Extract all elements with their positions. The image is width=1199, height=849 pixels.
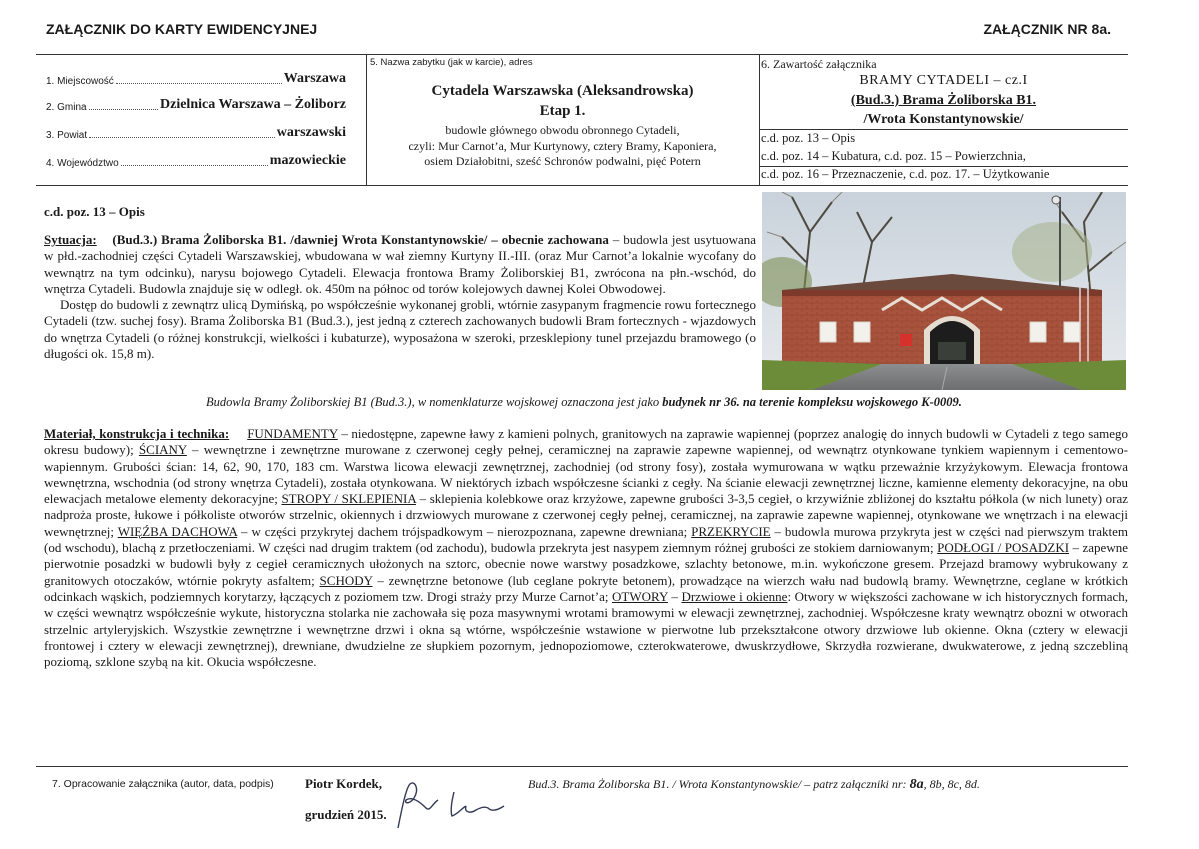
situation-heading: (Bud.3.) Brama Żoliborska B1. /dawniej Wrota Konstantynowskie/ – obecnie zachowana	[112, 232, 609, 247]
monument-name: Cytadela Warszawska (Aleksandrowska)	[431, 83, 694, 99]
monument-desc-1: budowle głównego obwodu obronnego Cytadeli,	[445, 123, 680, 137]
roof-truss-heading: WIĘŹBA DACHOWA	[117, 523, 238, 539]
monument-desc-2: czyli: Mur Carnot’a, Mur Kurtynowy, cztery Bramy, Kaponiera,	[408, 139, 717, 153]
location-row-commune: 2. Gmina Dzielnica Warszawa – Żoliborz	[46, 97, 346, 113]
openings-heading: OTWORY	[612, 588, 668, 604]
situation-text-1: – budowla jest usytuowana w płd.-zachodniej części Cytadeli Warszawskiej, wbudowana w wał ziemny Kurtyny II.-III. (oraz Mur Carnot’a lokalnie wycofany do wewnątrz na tym odcinku), narysu bojowego Cytadeli. Elewacja frontowa Bramy Żoliborskiej B1, zwrócona na płn.-wschód, do wnętrza Cytadeli. Budowla znajduje się w odległ. ok. 450m na północ od torów kolejowych dawnej Kolei Obwodowej.	[44, 232, 756, 296]
foundations-heading: FUNDAMENTY	[247, 426, 338, 441]
material-label: Materiał, konstrukcja i technika:	[44, 426, 230, 441]
monument-cell	[366, 55, 759, 185]
header-table	[36, 54, 1128, 186]
contents-title-2: (Bud.3.) Brama Żoliborska B1.	[850, 93, 1037, 108]
attachment-number: ZAŁĄCZNIK NR 8a.	[983, 21, 1111, 37]
contents-line-2: c.d. poz. 14 – Kubatura, c.d. poz. 15 – Powierzchnia,	[761, 149, 1026, 163]
footer-author: Piotr Kordek,	[305, 776, 383, 791]
situation-label: Sytuacja:	[44, 232, 97, 247]
situation-text-2: Dostęp do budowli z zewnątrz ulicą Dymińską, po współcześnie wykonanej grobli, wtórnie zasypanym fragmencie rowu fortecznego Cytadeli (tzw. suchej fosy). Brama Żoliborska B1 (Bud.3.), jest jedną z czterech zachowanych budowli Bram fortecznych - wjazdowych do wnętrza Cytadeli (o różnej konstrukcji, wielkości i kubaturze), wyposażona w szeroki, przesklepiony tunel przejazdu bramowego (o długości ok. 15,8 m).	[44, 297, 756, 362]
footer-label: 7. Opracowanie załącznika (autor, data, podpis)	[52, 778, 274, 790]
contents-title-3: /Wrota Konstantynowskie/	[863, 112, 1024, 127]
location-row-town: 1. Miejscowość Warszawa	[46, 71, 346, 87]
photo-caption: Budowla Bramy Żoliborskiej B1 (Bud.3.), w nomenklaturze wojskowej oznaczona jest jako budynek nr 36. na terenie kompleksu wojskowego K-0009.	[206, 395, 962, 409]
signature	[392, 778, 522, 832]
situation-paragraph	[44, 232, 756, 362]
material-paragraph: Materiał, konstrukcja i technika: FUNDAMENTY – niedostępne, zapewne ławy z kamieni polnych, granitowych na zaprawie wapiennej (poprzez analogię do innych budowli w Cytadeli z tego samego okresu budowy); ŚCIANY – wewnętrzne i zewnętrzne murowane z czerwonej cegły pełnej, ceramicznej na zaprawie zapewne wapiennej, od wewnątrz otynkowane tynkiem wapiennym i cementowo-wapiennym. Grubości ścian: 14, 62, 90, 170, 183 cm. Warstwa licowa elewacji zewnętrznej, zachodniej (od strony fosy), została wymurowana w wątku przeważnie krzyżykowym. Elewacja frontowa wewnętrzna, wschodnia (od strony wnętrza Cytadeli), została otynkowana. W niektórych izbach współczesne ścianki z cegły. Na ścianie elewacji zewnętrznej liczne, kamienne elementy dekoracyjne, na obu elewacjach metalowe elementy dekoracyjne; STROPY / SKLEPIENIA – sklepienia kolebkowe oraz krzyżowe, zapewne grubości 3-3,5 cegieł, o krzywiźnie zbliżonej do kształtu półkola (w nich lunety) oraz nadproża proste, łukowe i półkoliste otworów strzelnic, okiennych i drzwiowych murowane z czerwonej cegły pełnej, ceramicznej, na zaprawie zapewne wapiennej, otynkowane we wnętrzach i na elewacji wewnętrznej; WIĘŹBA DACHOWA – w części przykrytej dachem trójspadkowym – nierozpoznana, zapewne drewniana; PRZEKRYCIE – budowla murowa przykryta jest w części nad pierwszym traktem (od wschodu), blachą z przetłoczeniami. W części nad drugim traktem (od zachodu), budowla przekryta jest nasypem ziemnym różnej grubości ze stokiem darniowanym; PODŁOGI / POSADZKI – zapewne pierwotnie posadzki w budowli były z cegieł ceramicznych ułożonych na sztorc, obecnie nowe warstwy posadzkowe, szlachty betonowe, m.in. wykończone gresem. Przejazd bramowy wybrukowany z granitowych otoczaków, wtórnie pokryty asfaltem; SCHODY – zewnętrzne betonowe (lub ceglane pokryte betonem), prowadzące na wierzch wału nad budowlą bramy. Wewnętrzne, ceglane w krótkich odcinkach wąskich, podziemnych korytarzy, łączących z poziomem tzw. Drogi straży przy Murze Carnot’a; OTWORY – Drzwiowe i okienne: Otwory w większości zachowane w ich historycznych formach, w części wewnątrz współcześnie wykute, historyczna stolarka nie zachowała się poza masywnymi wrotami bramowymi w elewacji zewnętrznej, zachodniej. Współczesne kraty wewnątrz obozni w otworach strzelnic artyleryjskich. Wszystkie zewnętrzne i wewnętrzne drzwi i okna są wtórne, współcześnie wstawione w pierwotne lub przekształcone otwory drzwiowe lub okienne. Okna (cztery w elewacji frontowej i cztery w elewacji zewnętrznej), drewniane, dwudzielne ze słupkiem pozornym, jednopoziomowe, czterokwaterowe, dwuskrzydłowe, Skrzydła rozwierane, dwukwaterowe, z jedną szczebliną poziomą, szklone szybą na kit. Okucia współczesne.	[44, 426, 1129, 670]
location-row-voivodeship: 4. Województwo mazowieckie	[46, 153, 346, 169]
stairs-heading: SCHODY	[319, 572, 373, 588]
location-row-county: 3. Powiat warszawski	[46, 125, 346, 141]
doors-windows-heading: Drzwiowe i okienne	[681, 588, 788, 604]
footer-reference: Bud.3. Brama Żoliborska B1. / Wrota Konstantynowskie/ – patrz załączniki nr: 8a, 8b, 8c, 8d.	[528, 777, 980, 792]
monument-label: 5. Nazwa zabytku (jak w karcie), adres	[370, 57, 533, 68]
floors-heading: PODŁOGI / POSADZKI	[937, 540, 1070, 556]
walls-heading: ŚCIANY	[138, 442, 187, 458]
contents-title-1: BRAMY CYTADELI – cz.I	[859, 73, 1028, 88]
covering-heading: PRZEKRYCIE	[691, 523, 771, 539]
footer-date: grudzień 2015.	[305, 807, 387, 822]
footer-rule	[36, 766, 1128, 767]
contents-cell	[759, 55, 1128, 185]
gate-photo	[762, 192, 1126, 390]
ceilings-heading: STROPY / SKLEPIENIA	[281, 491, 417, 507]
contents-line-3: c.d. poz. 16 – Przeznaczenie, c.d. poz. 17. – Użytkowanie	[761, 167, 1050, 181]
section-title: c.d. poz. 13 – Opis	[44, 204, 145, 219]
contents-line-1: c.d. poz. 13 – Opis	[761, 131, 856, 145]
attachment-title: ZAŁĄCZNIK DO KARTY EWIDENCYJNEJ	[46, 21, 318, 37]
monument-stage: Etap 1.	[539, 103, 586, 119]
monument-desc-3: osiem Działobitni, sześć Schronów podwalni, pięć Potern	[424, 154, 701, 168]
contents-label: 6. Zawartość załącznika	[761, 57, 877, 71]
